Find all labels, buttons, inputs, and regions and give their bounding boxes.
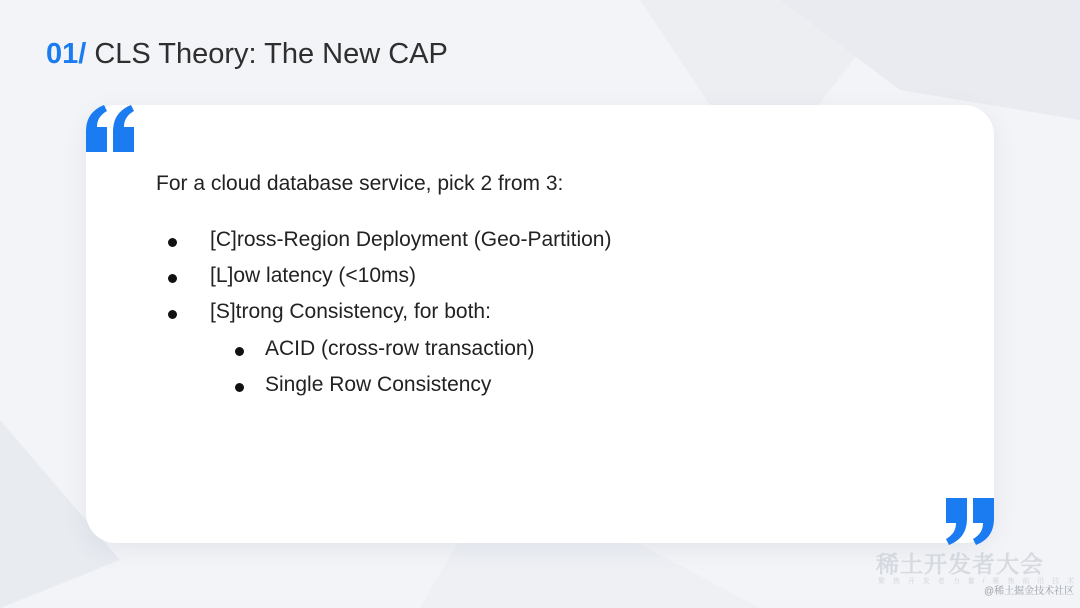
sub-list-item-text: Single Row Consistency: [265, 373, 492, 396]
brand-watermark-subtitle: 聚 焦 开 发 者 力 量 / 聚 焦 前 沿 技 术: [878, 578, 1078, 585]
slide-title: [46, 38, 448, 71]
brand-watermark: 稀土开发者大会: [876, 551, 1044, 577]
sub-list-item-text: ACID (cross-row transaction): [265, 337, 535, 360]
list-item-text: [C]ross-Region Deployment (Geo-Partition): [210, 228, 612, 251]
section-number: 01/: [46, 38, 87, 70]
intro-text: For a cloud database service, pick 2 from 3:: [156, 172, 564, 195]
source-credit: @稀土掘金技术社区: [984, 586, 1075, 597]
list-item-text: [S]trong Consistency, for both:: [210, 300, 491, 323]
quote-open-icon: [84, 104, 136, 154]
content-card: [86, 105, 994, 543]
list-item-text: [L]ow latency (<10ms): [210, 264, 417, 287]
quote-close-icon: [944, 496, 996, 546]
title-text: CLS Theory: The New CAP: [94, 38, 448, 70]
